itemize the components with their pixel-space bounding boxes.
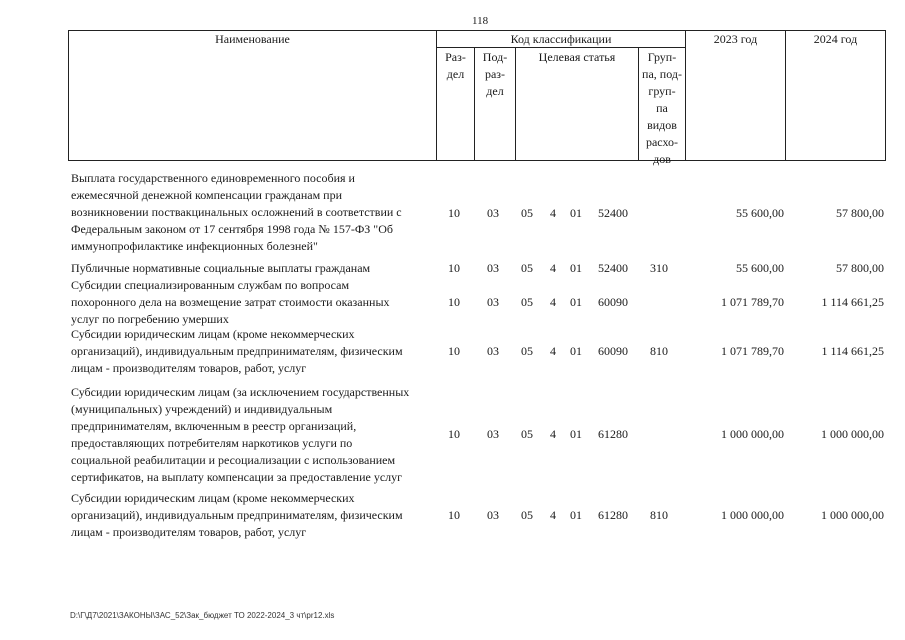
cell-t4: 52400 bbox=[598, 206, 628, 220]
cell-pr: 03 bbox=[487, 206, 499, 220]
cell-t4: 60090 bbox=[598, 295, 628, 309]
header-podrazdel: Под- раз- дел bbox=[482, 50, 508, 98]
header-name: Наименование bbox=[215, 32, 290, 46]
cell-2023: 55 600,00 bbox=[736, 261, 784, 275]
cell-t4: 61280 bbox=[598, 508, 628, 522]
cell-vr: 810 bbox=[650, 508, 668, 522]
cell-rz: 10 bbox=[448, 206, 460, 220]
cell-t3: 01 bbox=[570, 427, 582, 441]
cell-t1: 05 bbox=[521, 295, 533, 309]
cell-2023: 1 071 789,70 bbox=[721, 295, 784, 309]
cell-rz: 10 bbox=[448, 261, 460, 275]
cell-t1: 05 bbox=[521, 427, 533, 441]
cell-pr: 03 bbox=[487, 295, 499, 309]
cell-vr: 810 bbox=[650, 344, 668, 358]
cell-2024: 1 114 661,25 bbox=[821, 295, 884, 309]
row-name-5: Субсидии юридическим лицам (кроме некоммерческих организаций), индивидуальным предпринимателям, физическим лицам - производителям товаров, работ, услуг bbox=[71, 491, 403, 539]
row-name-0: Выплата государственного единовременного пособия и ежемесячной денежной компенсации гражданам при возникновении поствакцинальных осложнений в соответствии с Федеральным законом от 17 сентября 1998 года № 157-ФЗ "Об иммунопрофилактике инфекционных болезней" bbox=[71, 171, 402, 253]
cell-rz: 10 bbox=[448, 344, 460, 358]
header-year-2023: 2023 год bbox=[713, 32, 758, 46]
cell-2023: 55 600,00 bbox=[736, 206, 784, 220]
cell-t2: 4 bbox=[550, 508, 556, 522]
cell-t1: 05 bbox=[521, 344, 533, 358]
cell-pr: 03 bbox=[487, 261, 499, 275]
cell-2024: 1 000 000,00 bbox=[821, 508, 884, 522]
cell-t2: 4 bbox=[550, 206, 556, 220]
cell-pr: 03 bbox=[487, 508, 499, 522]
cell-t4: 60090 bbox=[598, 344, 628, 358]
row-name-2: Субсидии специализированным службам по вопросам похоронного дела на возмещение затрат стоимости оказанных услуг по погребению умерших bbox=[71, 278, 390, 326]
cell-2024: 57 800,00 bbox=[836, 206, 884, 220]
cell-2024: 1 114 661,25 bbox=[821, 344, 884, 358]
cell-t1: 05 bbox=[521, 261, 533, 275]
cell-2024: 1 000 000,00 bbox=[821, 427, 884, 441]
header-year-2024: 2024 год bbox=[813, 32, 858, 46]
cell-t3: 01 bbox=[570, 206, 582, 220]
cell-t1: 05 bbox=[521, 206, 533, 220]
cell-t3: 01 bbox=[570, 295, 582, 309]
header-group: Груп- па, под- груп- па видов расхо- дов bbox=[642, 50, 682, 166]
cell-2023: 1 000 000,00 bbox=[721, 508, 784, 522]
cell-t2: 4 bbox=[550, 427, 556, 441]
cell-t2: 4 bbox=[550, 295, 556, 309]
cell-2023: 1 000 000,00 bbox=[721, 427, 784, 441]
cell-rz: 10 bbox=[448, 427, 460, 441]
cell-rz: 10 bbox=[448, 295, 460, 309]
cell-t4: 52400 bbox=[598, 261, 628, 275]
page-number: 118 bbox=[472, 15, 489, 27]
row-name-4: Субсидии юридическим лицам (за исключением государственных (муниципальных) учреждений) и индивидуальным предпринимателям, включенным в реестр организаций, предоставляющих потребителям наркотиков услуги по социальной реабилитации и ресоциализации с использованием сертификатов, на выплату компенсации за предоставление услуг bbox=[71, 385, 410, 484]
cell-vr: 310 bbox=[650, 261, 668, 275]
file-path-footer: D:\Г\Д7\2021\ЗАКОНЫ\ЗАС_52\Зак_бюджет ТО 2022-2024_3 чт\pr12.xls bbox=[70, 611, 335, 620]
cell-pr: 03 bbox=[487, 344, 499, 358]
cell-t1: 05 bbox=[521, 508, 533, 522]
cell-2023: 1 071 789,70 bbox=[721, 344, 784, 358]
row-name-3: Субсидии юридическим лицам (кроме некоммерческих организаций), индивидуальным предпринимателям, физическим лицам - производителям товаров, работ, услуг bbox=[71, 327, 403, 375]
cell-t2: 4 bbox=[550, 344, 556, 358]
cell-t3: 01 bbox=[570, 344, 582, 358]
header-target: Целевая статья bbox=[538, 50, 616, 64]
cell-t2: 4 bbox=[550, 261, 556, 275]
cell-t3: 01 bbox=[570, 508, 582, 522]
cell-pr: 03 bbox=[487, 427, 499, 441]
header-code-group: Код классификации bbox=[510, 32, 612, 46]
cell-rz: 10 bbox=[448, 508, 460, 522]
cell-2024: 57 800,00 bbox=[836, 261, 884, 275]
cell-t4: 61280 bbox=[598, 427, 628, 441]
cell-t3: 01 bbox=[570, 261, 582, 275]
row-name-1: Публичные нормативные социальные выплаты гражданам bbox=[71, 261, 371, 275]
header-razdel: Раз- дел bbox=[445, 50, 466, 81]
